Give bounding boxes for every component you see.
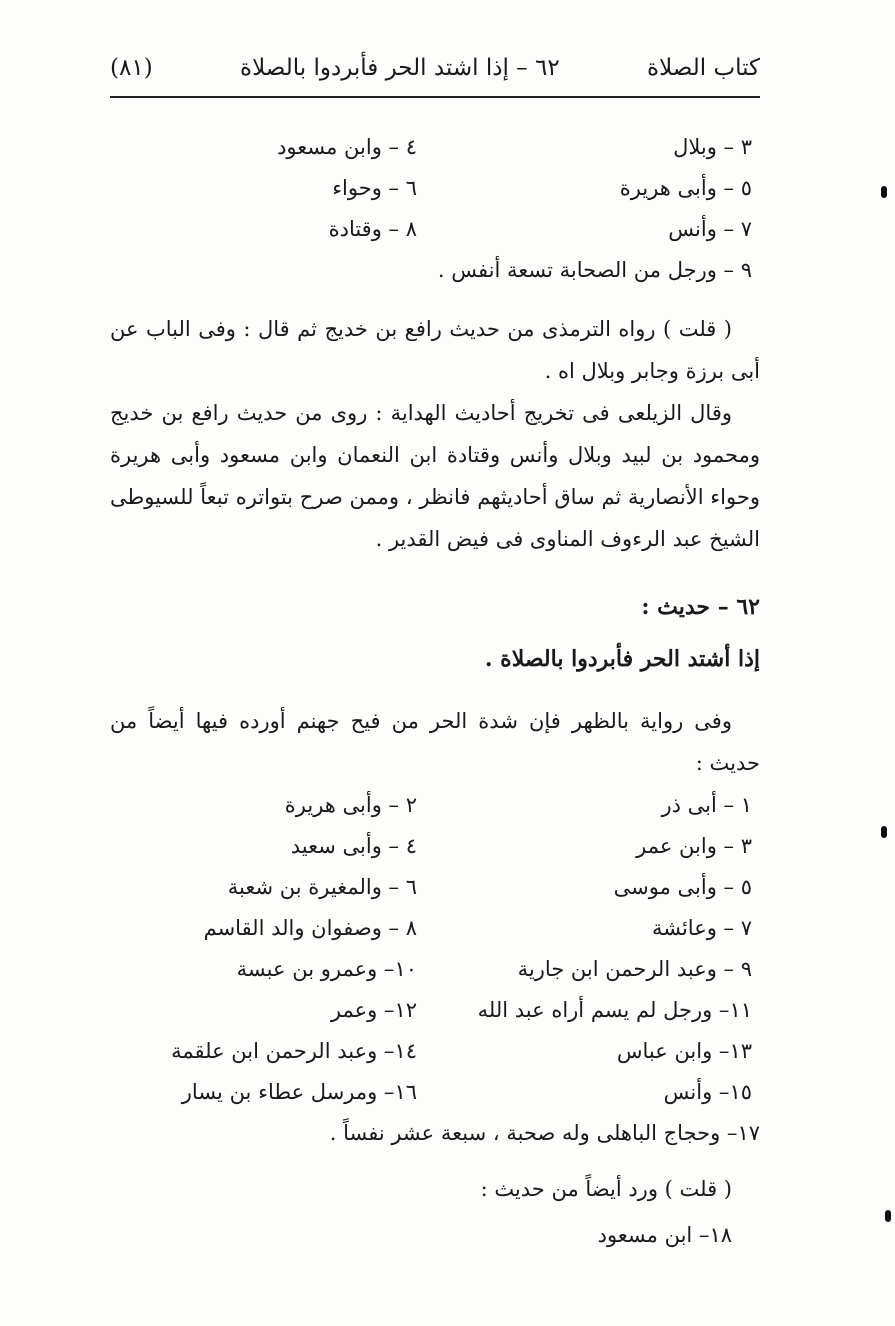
- margin-mark: [885, 1210, 891, 1222]
- list-row: [110, 907, 760, 948]
- list-row: [110, 167, 760, 208]
- line-18: ١٨– ابن مسعود: [597, 1222, 732, 1247]
- companions-list-1: [110, 126, 760, 290]
- list-item: ١٤– وعبد الرحمن ابن علقمة: [171, 1038, 417, 1063]
- note-qult-2: ( قلت ) ورد أيضاً من حديث :: [480, 1176, 732, 1201]
- book-title: كتاب الصلاة: [647, 55, 760, 81]
- paragraph-riwaya: وفى رواية بالظهر فإن شدة الحر من فيح جهنم أورده فيها أيضاً من حديث :: [110, 709, 760, 775]
- list-item: ٦ – والمغيرة بن شعبة: [227, 874, 417, 899]
- list-row: [110, 249, 760, 290]
- list-row: [110, 1030, 760, 1071]
- companions-list-2: [110, 784, 760, 1112]
- list-item: ٤ – وابن مسعود: [277, 134, 417, 159]
- paragraph-qult-1: ( قلت ) رواه الترمذى من حديث رافع بن خديج ثم قال : وفى الباب عن أبى برزة وجابر وبلال اه .: [110, 317, 760, 383]
- list-row: [110, 784, 760, 825]
- list-item: ٣ – وبلال: [673, 134, 752, 159]
- list-row: [110, 1071, 760, 1112]
- list-row: [110, 866, 760, 907]
- list-item: ٣ – وابن عمر: [636, 833, 752, 858]
- list-item: ٥ – وأبى هريرة: [619, 175, 752, 200]
- list-item: ٤ – وأبى سعيد: [290, 833, 417, 858]
- list-item: ٨ – وقتادة: [328, 216, 417, 241]
- running-header: [110, 48, 760, 88]
- margin-mark: [881, 826, 887, 838]
- header-rule: [110, 96, 760, 98]
- list-item: ١٢– وعمر: [330, 997, 417, 1022]
- list-item: ١٦– ومرسل عطاء بن يسار: [181, 1079, 417, 1104]
- list-item: ٦ – وحواء: [332, 175, 417, 200]
- list-item: ٥ – وأبى موسى: [613, 874, 752, 899]
- list-item: ١٥– وأنس: [663, 1079, 752, 1104]
- list-item: ٨ – وصفوان والد القاسم: [203, 915, 417, 940]
- page: [110, 0, 760, 1326]
- list-item: ١٠– وعمرو بن عبسة: [236, 956, 417, 981]
- list-item: ٧ – وعائشة: [651, 915, 752, 940]
- hadith-text: إذا أشتد الحر فأبردوا بالصلاة .: [484, 646, 760, 672]
- list-row: [110, 948, 760, 989]
- section-title: ٦٢ – إذا اشتد الحر فأبردوا بالصلاة: [240, 55, 560, 81]
- list-row: [110, 989, 760, 1030]
- paragraph-zaylai: وقال الزيلعى فى تخريج أحاديث الهداية : روى من حديث رافع بن خديج ومحمود بن لبيد وبلال وأنس وقتادة ابن النعمان وابن مسعود وأبى هريرة وحواء الأنصارية ثم ساق أحاديثهم فانظر ، وممن صرح بتواتره تبعاً للسيوطى الشيخ عبد الرءوف المناوى فى فيض القدير .: [110, 401, 760, 551]
- page-number: (٨١): [110, 55, 153, 81]
- list-item: ٩ – ورجل من الصحابة تسعة أنفس .: [437, 257, 752, 282]
- list-item: ٢ – وأبى هريرة: [284, 792, 417, 817]
- list-item: ٧ – وأنس: [668, 216, 752, 241]
- list-row: [110, 126, 760, 167]
- list-item: ١١– ورجل لم يسم أراه عبد الله: [477, 997, 752, 1022]
- list-item: ٩ – وعبد الرحمن ابن جارية: [517, 956, 752, 981]
- list-row: [110, 208, 760, 249]
- margin-mark: [881, 186, 887, 198]
- hadith-number: ٦٢ – حديث :: [641, 594, 760, 620]
- list-item: ١ – أبى ذر: [661, 792, 752, 817]
- line-17: ١٧– وحجاج الباهلى وله صحبة ، سبعة عشر نفساً .: [329, 1120, 760, 1145]
- list-item: ١٣– وابن عباس: [616, 1038, 752, 1063]
- list-row: [110, 825, 760, 866]
